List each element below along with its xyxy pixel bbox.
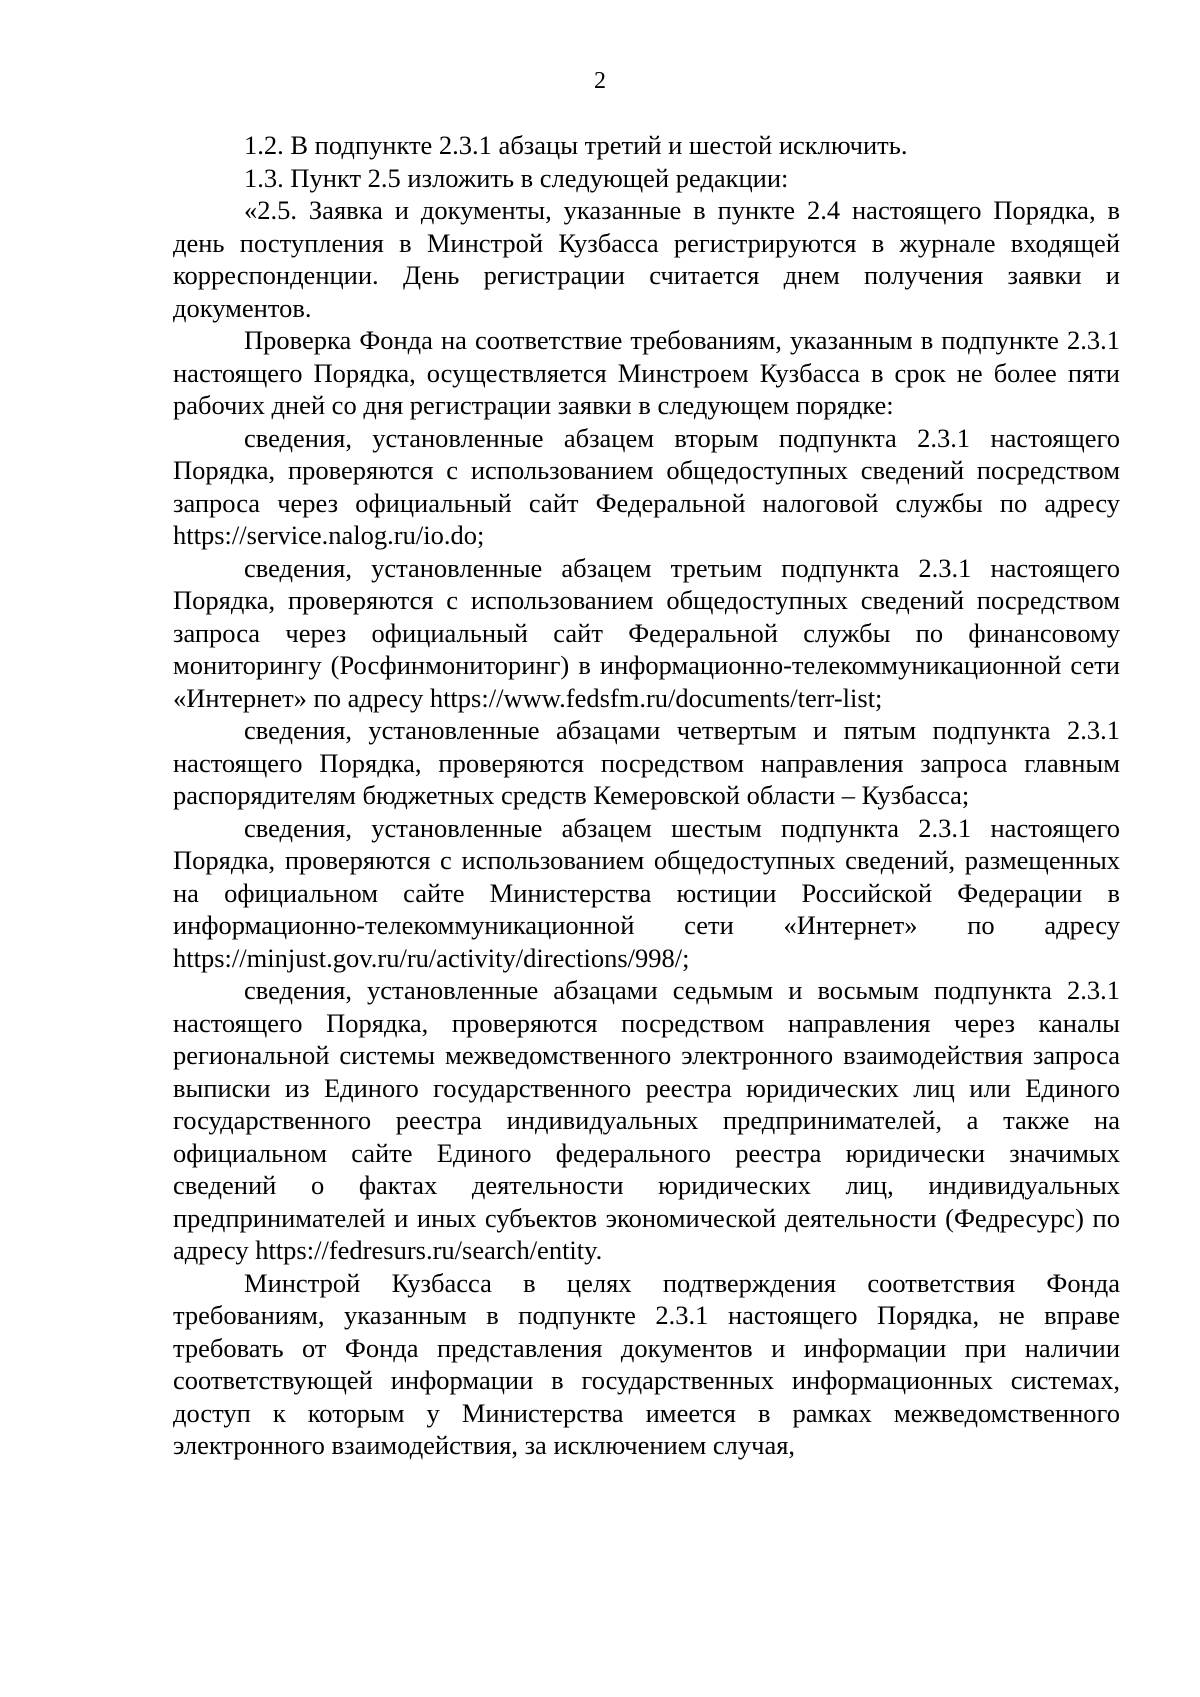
paragraph-2-5: «2.5. Заявка и документы, указанные в пункте 2.4 настоящего Порядка, в день поступления в Минстрой Кузбасса регистрируются в журнале входящей корреспонденции. День регистрации считается днем получения заявки и документов. (173, 195, 1120, 323)
paragraph-minstroy-rights: Минстрой Кузбасса в целях подтверждения соответствия Фонда требованиям, указанным в подпункте 2.3.1 настоящего Порядка, не вправе требовать от Фонда представления документов и информации при наличии соответствующей информации в государственных информационных системах, доступ к которым у Министерства имеется в рамках межведомственного электронного взаимодействия, за исключением случая, (173, 1267, 1120, 1460)
paragraph-fund-check: Проверка Фонда на соответствие требованиям, указанным в подпункте 2.3.1 настоящего Порядка, осуществляется Минстроем Кузбасса в срок не более пяти рабочих дней со дня регистрации заявки в следующем порядке: (173, 325, 1120, 420)
page-number: 2 (594, 68, 606, 94)
paragraph-registry-check: сведения, установленные абзацами седьмым и восьмым подпункта 2.3.1 настоящего Порядка, проверяются посредством направления через каналы региональной системы межведомственного электронного взаимодействия запроса выписки из Единого государственного реестра юридических лиц или Единого государственного реестра индивидуальных предпринимателей, а также на официальном сайте Единого федерального реестра юридически значимых сведений о фактах деятельности юридических лиц, индивидуальных предпринимателей и иных субъектов экономической деятельности (Федресурс) по адресу https://fedresurs.ru/search/entity. (173, 975, 1120, 1265)
paragraph-1-2: 1.2. В подпункте 2.3.1 абзацы третий и шестой исключить. (244, 130, 908, 160)
paragraph-fedsfm-check: сведения, установленные абзацем третьим подпункта 2.3.1 настоящего Порядка, проверяются с использованием общедоступных сведений посредством запроса через официальный сайт Федеральной службы по финансовому мониторингу (Росфинмониторинг) в информационно-телекоммуникационной сети «Интернет» по адресу https://www.fedsfm.ru/documents/terr-list; (173, 552, 1120, 713)
paragraph-nalog-check: сведения, установленные абзацем вторым подпункта 2.3.1 настоящего Порядка, проверяются с использованием общедоступных сведений посредством запроса через официальный сайт Федеральной налоговой службы по адресу https://service.nalog.ru/io.do; (173, 422, 1120, 550)
paragraph-minjust-check: сведения, установленные абзацем шестым подпункта 2.3.1 настоящего Порядка, проверяются с использованием общедоступных сведений, размещенных на официальном сайте Министерства юстиции Российской Федерации в информационно-телекоммуникационной сети «Интернет» по адресу https://minjust.gov.ru/ru/activity/directions/998/; (173, 812, 1120, 973)
paragraph-1-3: 1.3. Пункт 2.5 изложить в следующей редакции: (244, 162, 789, 193)
paragraph-budget-check: сведения, установленные абзацами четвертым и пятым подпункта 2.3.1 настоящего Порядка, проверяются посредством направления запроса главным распорядителям бюджетных средств Кемеровской области – Кузбасса; (173, 715, 1120, 810)
document-body (173, 129, 1120, 1462)
